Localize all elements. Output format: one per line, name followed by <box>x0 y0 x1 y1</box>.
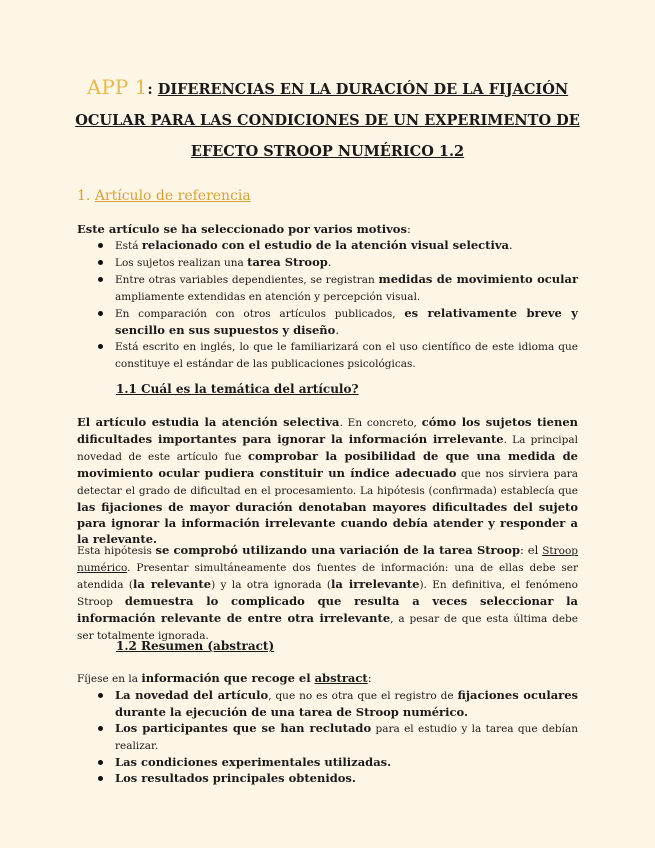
bullet-icon <box>98 243 103 248</box>
bullet-icon <box>98 311 103 316</box>
list-item: Está escrito en inglés, lo que le familiarizará con el uso científico de este idioma que constituye el estándar de las publicaciones psicológicas. <box>77 338 578 372</box>
resumen-intro: Fíjese en la información que recoge el abstract: <box>77 671 372 685</box>
list-item: Los participantes que se han reclutado para el estudio y la tarea que debían realizar. <box>77 720 578 754</box>
resumen-list <box>77 687 578 786</box>
bullet-icon <box>98 260 103 265</box>
title-app-label: APP 1 <box>86 75 148 99</box>
list-item: Está relacionado con el estudio de la atención visual selectiva. <box>77 237 578 254</box>
section-1-heading <box>77 188 251 204</box>
bullet-icon <box>98 726 103 731</box>
paragraph-tematica: El artículo estudia la atención selectiva. En concreto, cómo los sujetos tienen dificultades importantes para ignorar la información irrelevante. La principal novedad de este artículo fue comprobar la posibilidad de que una medida de movimiento ocular pudiera constituir un índice adecuado que nos sirviera para detectar el grado de dificultad en el procesamiento. La hipótesis (confirmada) establecía que las fijaciones de mayor duración denotaban mayores dificultades del sujeto para ignorar la información irrelevante cuando debía atender y responder a la relevante. <box>77 415 579 546</box>
list-item: La novedad del artículo, que no es otra que el registro de fijaciones oculares durante la ejecución de una tarea de Stroop numérico. <box>77 687 578 720</box>
list-item: En comparación con otros artículos publicados, es relativamente breve y sencillo en sus supuestos y diseño. <box>77 305 578 338</box>
bullet-icon <box>98 760 103 765</box>
section-1-number: 1. <box>77 188 95 204</box>
subsection-1-2-heading: 1.2 Resumen (abstract) <box>116 639 275 653</box>
resumen-block <box>77 670 578 786</box>
list-item: Los sujetos realizan una tarea Stroop. <box>77 254 578 271</box>
stroop-numerico-link: Stroop numérico <box>77 545 578 574</box>
motivos-intro: Este artículo se ha seleccionado por varios motivos: <box>77 222 411 236</box>
subsection-1-1-heading: 1.1 Cuál es la temática del artículo? <box>116 382 359 396</box>
list-item: Entre otras variables dependientes, se registran medidas de movimiento ocular ampliamente extendidas en atención y percepción visual. <box>77 271 578 305</box>
bullet-icon <box>98 277 103 282</box>
list-item: Los resultados principales obtenidos. <box>77 770 578 786</box>
paragraph-hipotesis: Esta hipótesis se comprobó utilizando una variación de la tarea Stroop: el Stroop numérico. Presentar simultáneamente dos fuentes de información: una de ellas debe ser atendida (la relevante) y la otra ignorada (la irrelevante). En definitiva, el fenómeno Stroop demuestra lo complicado que resulta a veces seleccionar la información relevante de entre otra irrelevante, a pesar de que esta última debe ser totalmente ignorada. <box>77 543 578 642</box>
title-line-3: EFECTO STROOP NUMÉRICO 1.2 <box>190 143 465 160</box>
bullet-icon <box>98 344 103 349</box>
bullet-icon <box>98 693 103 698</box>
motivos-block <box>77 221 578 372</box>
document-title <box>60 72 595 167</box>
title-line-1: DIFERENCIAS EN LA DURACIÓN DE LA FIJACIÓN <box>157 81 569 98</box>
bullet-icon <box>98 776 103 781</box>
section-1-label: Artículo de referencia <box>94 188 251 204</box>
motivos-list <box>77 237 578 372</box>
list-item: Las condiciones experimentales utilizadas. <box>77 754 578 770</box>
title-colon: : <box>147 81 158 98</box>
title-line-2: OCULAR PARA LAS CONDICIONES DE UN EXPERIMENTO DE <box>75 112 580 129</box>
